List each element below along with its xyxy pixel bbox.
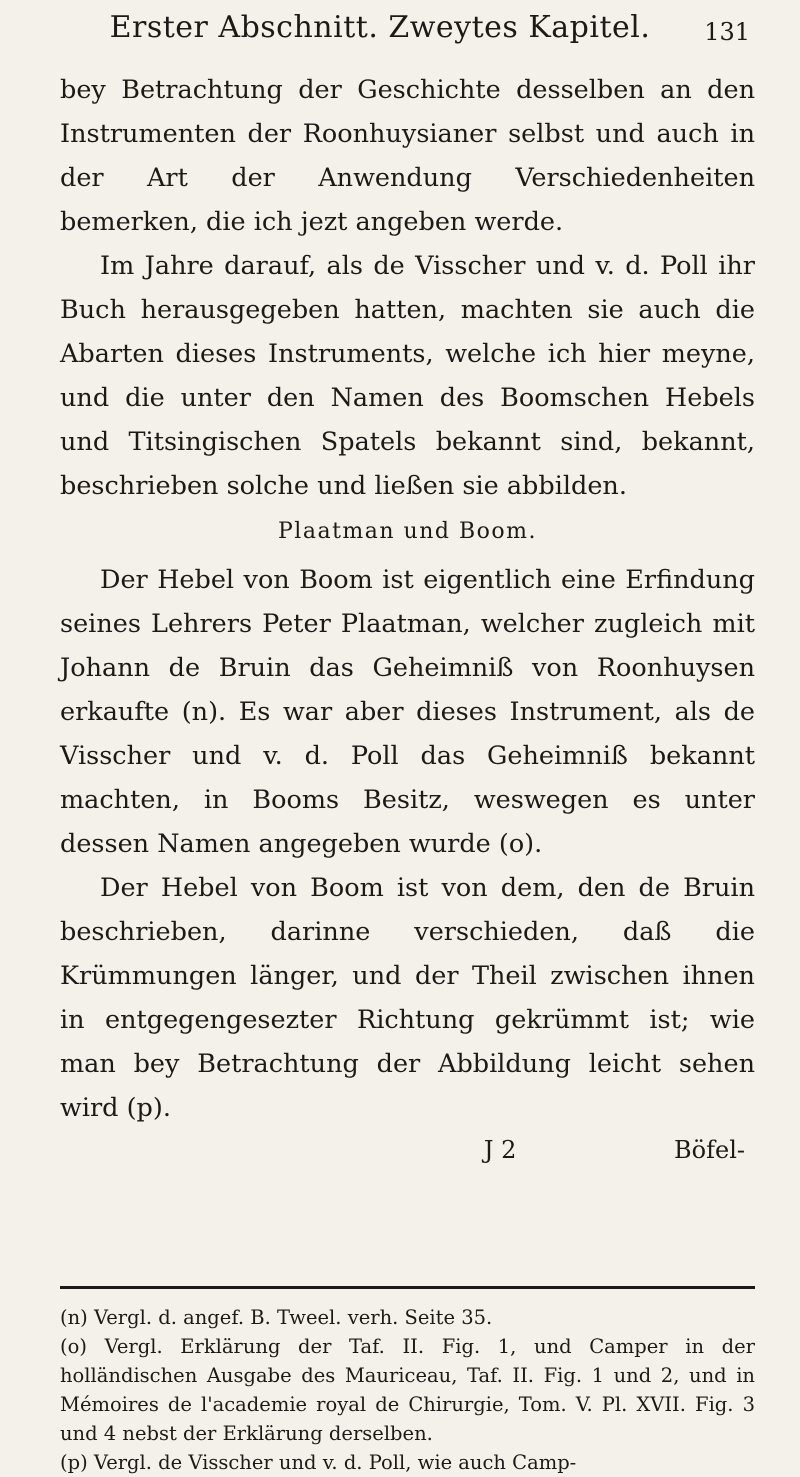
signature-line	[60, 1128, 755, 1168]
page-number: 131	[704, 18, 750, 46]
paragraph-krummungen: Der Hebel von Boom ist von dem, den de Bruin beschrieben, darinne verschieden, daß die Krümmungen länger, und der Theil zwischen ihnen in entgegengesezter Richtung gekrümmt ist; wie man bey Betrachtung der Abbildung leicht sehen wird (p).	[60, 873, 755, 1123]
book-page	[60, 0, 780, 1474]
running-title: Erster Abschnitt. Zweytes Kapitel.	[109, 10, 651, 45]
paragraph-boom-hebel: Der Hebel von Boom ist eigentlich eine Erfindung seines Lehrers Peter Plaatman, welcher zugleich mit Johann de Bruin das Geheimniß von Roonhuysen erkaufte (n). Es war aber dieses Instrument, als de Visscher und v. d. Poll das Geheimniß bekannt machten, in Booms Besitz, weswegen es unter dessen Namen angegeben wurde (o).	[60, 565, 755, 859]
footnote-n: (n) Vergl. d. angef. B. Tweel. verh. Seite 35.	[60, 1306, 493, 1329]
body-text	[60, 68, 755, 1168]
footnotes	[60, 1303, 755, 1477]
signature-mark: J 2	[483, 1136, 517, 1164]
section-heading: Plaatman und Boom.	[278, 519, 537, 544]
paragraph-abarten: Im Jahre darauf, als de Visscher und v. d. Poll ihr Buch herausgegeben hatten, machten sie auch die Abarten dieses Instruments, welche ich hier meyne, und die unter den Namen des Boomschen Hebels und Titsingischen Spatels bekannt sind, bekannt, beschrieben solche und ließen sie abbilden.	[60, 251, 755, 501]
running-head	[60, 4, 760, 54]
footnote-divider	[60, 1286, 755, 1289]
footnote-p: (p) Vergl. de Visscher und v. d. Poll, wie auch Camp-	[60, 1451, 577, 1474]
paragraph-continuation: bey Betrachtung der Geschichte desselben an den Instrumenten der Roonhuysianer selbst und auch in der Art der Anwendung Verschiedenheiten bemerken, die ich jezt angeben werde.	[60, 75, 755, 237]
footnote-o: (o) Vergl. Erklärung der Taf. II. Fig. 1, und Camper in der holländischen Ausgabe des Mauriceau, Taf. II. Fig. 1 und 2, und in Mémoires de l'academie royal de Chirurgie, Tom. V. Pl. XVII. Fig. 3 und 4 nebst der Erklärung derselben.	[60, 1335, 755, 1445]
catchword: Böfel-	[674, 1136, 745, 1164]
